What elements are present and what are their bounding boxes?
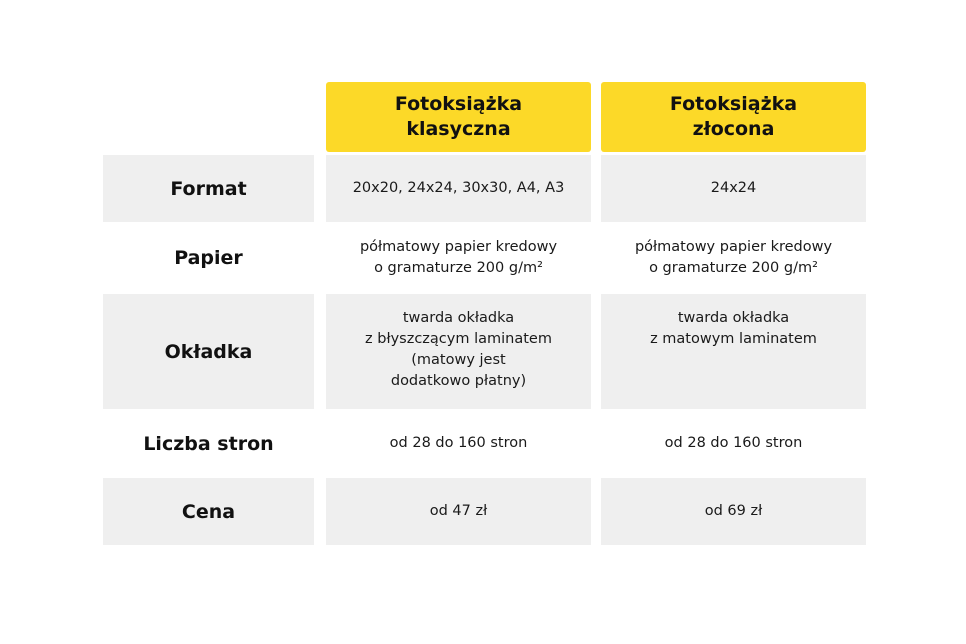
row-label-price (103, 478, 314, 545)
row-label-text: Cena (181, 500, 236, 523)
paper-gilded-line2: o gramaturze 200 g/m² (649, 260, 818, 276)
cover-gilded-cell (601, 294, 866, 409)
cover-classic-line2: z błyszczącym laminatem (365, 331, 552, 347)
row-label-text: Papier (174, 247, 243, 269)
cover-classic-cell (326, 294, 591, 409)
paper-gilded-cell (601, 224, 866, 292)
pages-gilded-value: od 28 do 160 stron (664, 435, 803, 451)
cover-gilded-line2: z matowym laminatem (650, 331, 817, 347)
header-gilded-line2: złocona (692, 118, 775, 140)
row-label-pages (103, 411, 314, 476)
header-classic-line1: Fotoksiążka (394, 93, 523, 115)
header-classic (326, 82, 591, 152)
format-gilded-value: 24x24 (710, 180, 757, 196)
pages-gilded-cell (601, 411, 866, 476)
paper-classic-cell (326, 224, 591, 292)
row-label-paper (103, 224, 314, 292)
row-label-text: Format (170, 177, 247, 200)
row-label-text: Liczba stron (143, 432, 274, 455)
row-label-text: Okładka (164, 340, 253, 363)
cover-classic-line4: dodatkowo płatny) (390, 373, 527, 389)
format-classic-cell (326, 155, 591, 222)
cover-classic-line1: twarda okładka (402, 310, 515, 326)
paper-classic-line2: o gramaturze 200 g/m² (374, 260, 543, 276)
header-gilded-line1: Fotoksiążka (669, 93, 798, 115)
pages-classic-value: od 28 do 160 stron (389, 435, 528, 451)
row-label-cover (103, 294, 314, 409)
header-classic-line2: klasyczna (406, 118, 511, 140)
paper-gilded-line1: półmatowy papier kredowy (634, 239, 833, 255)
format-classic-value: 20x20, 24x24, 30x30, A4, A3 (352, 180, 565, 196)
price-gilded-cell (601, 478, 866, 545)
cover-classic-line3: (matowy jest (411, 352, 506, 368)
price-classic-value: od 47 zł (429, 503, 488, 519)
format-gilded-cell (601, 155, 866, 222)
header-gilded (601, 82, 866, 152)
paper-classic-line1: półmatowy papier kredowy (359, 239, 558, 255)
price-classic-cell (326, 478, 591, 545)
price-gilded-value: od 69 zł (704, 503, 763, 519)
cover-gilded-line1: twarda okładka (677, 310, 790, 326)
row-label-format (103, 155, 314, 222)
pages-classic-cell (326, 411, 591, 476)
